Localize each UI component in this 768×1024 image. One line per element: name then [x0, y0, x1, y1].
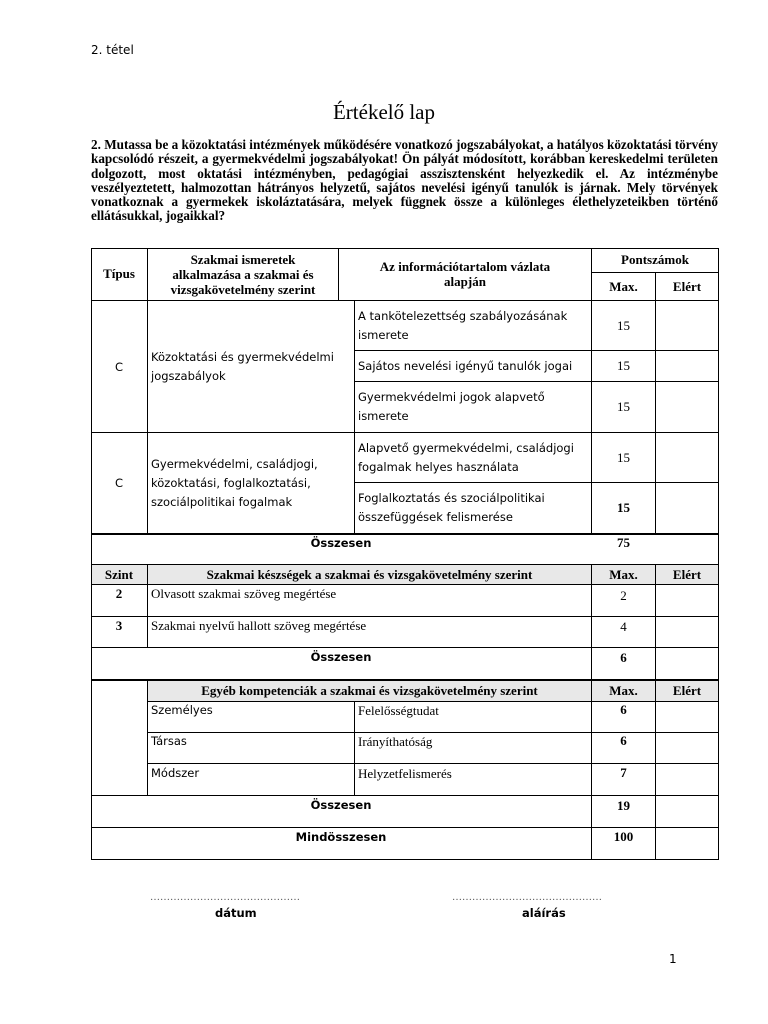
header-max: Max.	[609, 278, 638, 294]
header-informacio: Az információtartalom vázlata alapján	[379, 259, 551, 289]
header-egyeb-kompetenciak: Egyéb kompetenciák a szakmai és vizsgakövetelmény szerint	[201, 683, 538, 698]
row-text: Szakmai nyelvű hallott szöveg megértése	[151, 618, 367, 633]
header-elert: Elért	[672, 278, 702, 294]
header-max: Max.	[609, 683, 638, 698]
item-max: 15	[617, 317, 630, 333]
item-text: Foglalkoztatás és szociálpolitikai összefüggések felismerése	[358, 491, 545, 524]
signature-label: aláírás	[522, 906, 566, 920]
item-max: 15	[617, 500, 630, 515]
item-max: 15	[617, 399, 630, 414]
header-szakmai-keszsegek: Szakmai készségek a szakmai és vizsgakövetelmény szerint	[206, 566, 533, 582]
total-value: 6	[620, 650, 627, 665]
date-label: dátum	[215, 906, 257, 920]
row-szint: 2	[115, 586, 123, 601]
header-szint: Szint	[104, 566, 134, 582]
row-max: 6	[620, 733, 627, 748]
signature-line: ………………………………………	[452, 892, 602, 903]
item-max: 15	[617, 449, 630, 465]
item-text: Sajátos nevelési igényű tanulók jogai	[358, 359, 573, 373]
grand-total-value: 100	[613, 829, 634, 844]
row-competence: Felelősségtudat	[358, 703, 439, 718]
group-tipus: C	[114, 476, 124, 490]
total-value: 75	[617, 534, 630, 550]
page-title: Értékelő lap	[332, 100, 436, 124]
item-text: Alapvető gyermekvédelmi, családjogi fogalmak helyes használata	[358, 440, 574, 474]
item-text: A tankötelezettség szabályozásának ismerete	[358, 308, 568, 342]
row-category: Társas	[151, 734, 187, 748]
group-tipus: C	[114, 359, 124, 374]
group-topic: Gyermekvédelmi, családjogi, közoktatási, foglalkoztatási, szociálpolitikai fogalmak	[151, 456, 318, 509]
header-elert: Elért	[672, 566, 702, 582]
header-pontszamok: Pontszámok	[621, 252, 689, 267]
header-elert: Elért	[672, 683, 702, 698]
row-max: 6	[620, 702, 627, 717]
total-value: 19	[617, 797, 630, 813]
row-text: Olvasott szakmai szöveg megértése	[151, 586, 337, 601]
row-competence: Helyzetfelismerés	[358, 766, 452, 781]
row-szint: 3	[115, 618, 123, 633]
row-competence: Irányíthatóság	[358, 733, 433, 749]
divider	[655, 272, 656, 535]
row-max: 4	[620, 619, 627, 634]
row-category: Személyes	[151, 703, 213, 717]
total-label: Összesen	[310, 536, 372, 550]
total-label: Összesen	[310, 797, 372, 812]
task-description: 2. Mutassa be a közoktatási intézmények működésére vonatkozó jogszabályokat, a hatályos közoktatási törvény kapcsolódó részeit, a gyermekvédelmi jogszabályokat! Ön pályát módosított, korábban kereskedelmi területen dolgozott, most oktatási intézményben, pedagógiai asszisztensként helyezkedik el. Az intézménybe veszélyeztetett, halmozottan hátrányos helyzetű, sajátos nevelési igényű tanulók is járnak. Mely törvények vonatkoznak a gyermekek iskoláztatására, melyek függnek össze a különleges élethelyzeteikben történő ellátásukkal, jogaikkal?	[91, 137, 718, 224]
row-max: 7	[620, 765, 627, 780]
header-max: Max.	[609, 566, 638, 582]
document-header: 2. tétel	[91, 43, 134, 57]
row-category: Módszer	[151, 766, 200, 780]
header-tipus: Típus	[103, 266, 135, 281]
header-szakmai-ismeretek: Szakmai ismeretek alkalmazása a szakmai és vizsgakövetelmény szerint	[170, 251, 316, 297]
item-max: 15	[617, 358, 630, 373]
grand-total-label: Mindösszesen	[295, 829, 387, 844]
page-number: 1	[669, 952, 677, 966]
divider	[655, 680, 656, 860]
group-topic: Közoktatási és gyermekvédelmi jogszabályok	[151, 349, 334, 383]
item-text: Gyermekvédelmi jogok alapvető ismerete	[358, 390, 545, 423]
total-label: Összesen	[310, 650, 372, 664]
date-line: ………………………………………	[150, 892, 300, 903]
row-max: 2	[620, 588, 627, 603]
